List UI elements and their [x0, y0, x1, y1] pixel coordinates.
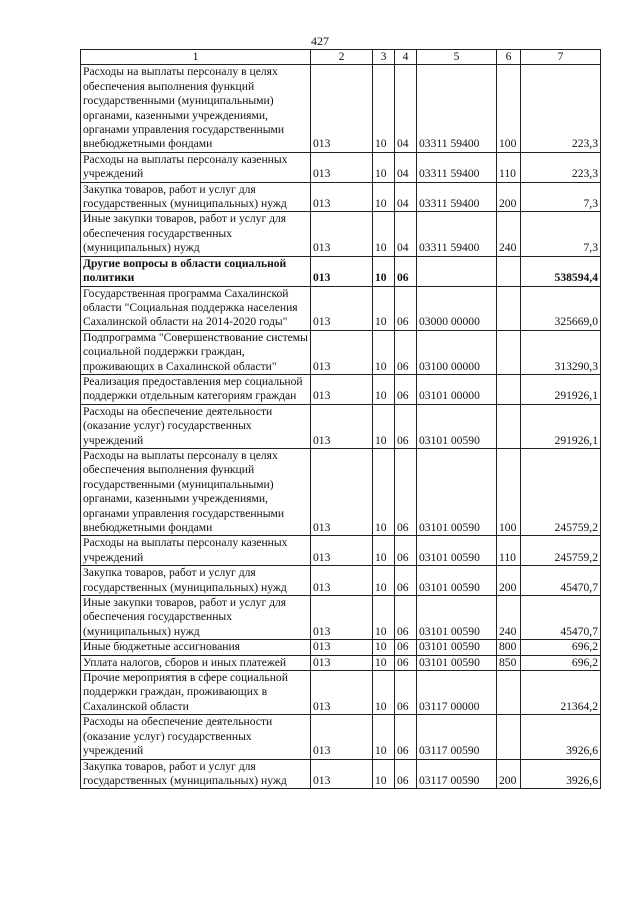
- row-subsection-code: 04: [395, 65, 417, 152]
- row-ministry-code: 013: [311, 596, 373, 640]
- row-amount: 696,2: [521, 655, 601, 670]
- row-target-article-code: 03100 00000: [417, 330, 497, 374]
- row-section-code: 10: [373, 536, 395, 566]
- row-target-article-code: 03101 00590: [417, 596, 497, 640]
- row-ministry-code: 013: [311, 715, 373, 759]
- row-name: Иные закупки товаров, работ и услуг для обеспечения государственных (муниципальных) нужд: [81, 212, 311, 256]
- row-amount: 538594,4: [521, 256, 601, 286]
- row-subsection-code: 06: [395, 655, 417, 670]
- row-expense-type-code: 240: [497, 596, 521, 640]
- row-expense-type-code: 850: [497, 655, 521, 670]
- header-col-3: 3: [373, 50, 395, 65]
- row-name: Реализация предоставления мер социальной поддержки отдельным категориям граждан: [81, 374, 311, 404]
- row-amount: 3926,6: [521, 715, 601, 759]
- row-target-article-code: 03117 00590: [417, 759, 497, 789]
- budget-table: [80, 49, 601, 789]
- row-subsection-code: 06: [395, 596, 417, 640]
- row-ministry-code: 013: [311, 566, 373, 596]
- row-expense-type-code: [497, 715, 521, 759]
- row-section-code: 10: [373, 330, 395, 374]
- row-expense-type-code: 200: [497, 182, 521, 212]
- header-col-6: 6: [497, 50, 521, 65]
- row-section-code: 10: [373, 596, 395, 640]
- table-row: [81, 566, 601, 596]
- row-name: Закупка товаров, работ и услуг для государственных (муниципальных) нужд: [81, 566, 311, 596]
- row-amount: 21364,2: [521, 671, 601, 715]
- row-amount: 245759,2: [521, 448, 601, 535]
- row-subsection-code: 06: [395, 671, 417, 715]
- row-section-code: 10: [373, 759, 395, 789]
- page-number: 427: [311, 34, 329, 48]
- row-name: Расходы на выплаты персоналу в целях обеспечения выполнения функций государственными (муниципальными) органами, казенными учреждениями, органами управления государственными внебюджетными фондами: [81, 448, 311, 535]
- row-amount: 313290,3: [521, 330, 601, 374]
- table-row: [81, 448, 601, 535]
- row-amount: 696,2: [521, 640, 601, 655]
- row-expense-type-code: 240: [497, 212, 521, 256]
- header-col-4: 4: [395, 50, 417, 65]
- row-section-code: 10: [373, 566, 395, 596]
- table-row: [81, 374, 601, 404]
- row-target-article-code: 03101 00590: [417, 566, 497, 596]
- row-target-article-code: 03117 00000: [417, 671, 497, 715]
- row-expense-type-code: [497, 256, 521, 286]
- row-target-article-code: 03311 59400: [417, 182, 497, 212]
- row-section-code: 10: [373, 152, 395, 182]
- row-name: Уплата налогов, сборов и иных платежей: [81, 655, 311, 670]
- row-section-code: 10: [373, 65, 395, 152]
- row-expense-type-code: [497, 330, 521, 374]
- row-amount: 291926,1: [521, 374, 601, 404]
- header-col-7: 7: [521, 50, 601, 65]
- row-subsection-code: 06: [395, 286, 417, 330]
- row-section-code: 10: [373, 640, 395, 655]
- row-section-code: 10: [373, 286, 395, 330]
- row-target-article-code: 03101 00590: [417, 536, 497, 566]
- row-name: Расходы на обеспечение деятельности (оказание услуг) государственных учреждений: [81, 404, 311, 448]
- row-ministry-code: 013: [311, 286, 373, 330]
- row-section-code: 10: [373, 212, 395, 256]
- row-subsection-code: 04: [395, 152, 417, 182]
- row-name: Расходы на обеспечение деятельности (оказание услуг) государственных учреждений: [81, 715, 311, 759]
- row-target-article-code: 03311 59400: [417, 152, 497, 182]
- row-subsection-code: 06: [395, 640, 417, 655]
- row-subsection-code: 06: [395, 566, 417, 596]
- row-expense-type-code: 200: [497, 566, 521, 596]
- row-ministry-code: 013: [311, 671, 373, 715]
- row-amount: 45470,7: [521, 566, 601, 596]
- row-subsection-code: 06: [395, 330, 417, 374]
- row-target-article-code: 03311 59400: [417, 212, 497, 256]
- table-row: [81, 655, 601, 670]
- row-ministry-code: 013: [311, 152, 373, 182]
- row-name: Расходы на выплаты персоналу казенных учреждений: [81, 536, 311, 566]
- header-col-5: 5: [417, 50, 497, 65]
- row-subsection-code: 06: [395, 715, 417, 759]
- row-expense-type-code: [497, 404, 521, 448]
- row-subsection-code: 06: [395, 374, 417, 404]
- row-section-code: 10: [373, 182, 395, 212]
- row-amount: 223,3: [521, 152, 601, 182]
- row-section-code: 10: [373, 671, 395, 715]
- table-row: [81, 671, 601, 715]
- table-row: [81, 212, 601, 256]
- row-target-article-code: 03311 59400: [417, 65, 497, 152]
- row-ministry-code: 013: [311, 536, 373, 566]
- row-amount: 7,3: [521, 182, 601, 212]
- row-name: Иные закупки товаров, работ и услуг для обеспечения государственных (муниципальных) нужд: [81, 596, 311, 640]
- table-row: [81, 256, 601, 286]
- row-target-article-code: 03101 00590: [417, 448, 497, 535]
- row-ministry-code: 013: [311, 640, 373, 655]
- header-row: [81, 50, 601, 65]
- table-row: [81, 536, 601, 566]
- row-target-article-code: 03000 00000: [417, 286, 497, 330]
- row-ministry-code: 013: [311, 655, 373, 670]
- row-target-article-code: 03101 00590: [417, 640, 497, 655]
- row-section-code: 10: [373, 256, 395, 286]
- header-col-2: 2: [311, 50, 373, 65]
- row-target-article-code: 03101 00000: [417, 374, 497, 404]
- row-name: Подпрограмма "Совершенствование системы социальной поддержки граждан, проживающих в Сахалинской области": [81, 330, 311, 374]
- row-expense-type-code: [497, 286, 521, 330]
- row-expense-type-code: [497, 374, 521, 404]
- row-section-code: 10: [373, 448, 395, 535]
- row-name: Закупка товаров, работ и услуг для государственных (муниципальных) нужд: [81, 759, 311, 789]
- row-expense-type-code: 110: [497, 536, 521, 566]
- table-row: [81, 715, 601, 759]
- row-amount: 245759,2: [521, 536, 601, 566]
- table-body: [81, 65, 601, 789]
- table-row: [81, 65, 601, 152]
- row-target-article-code: 03101 00590: [417, 655, 497, 670]
- row-subsection-code: 06: [395, 448, 417, 535]
- row-name: Расходы на выплаты персоналу казенных учреждений: [81, 152, 311, 182]
- row-ministry-code: 013: [311, 759, 373, 789]
- row-amount: 3926,6: [521, 759, 601, 789]
- row-name: Государственная программа Сахалинской области "Социальная поддержка населения Сахалинской области на 2014-2020 годы": [81, 286, 311, 330]
- row-expense-type-code: 110: [497, 152, 521, 182]
- table-row: [81, 152, 601, 182]
- row-amount: 45470,7: [521, 596, 601, 640]
- row-amount: 7,3: [521, 212, 601, 256]
- row-section-code: 10: [373, 374, 395, 404]
- row-expense-type-code: 100: [497, 65, 521, 152]
- row-section-code: 10: [373, 655, 395, 670]
- row-name: Прочие мероприятия в сфере социальной поддержки граждан, проживающих в Сахалинской области: [81, 671, 311, 715]
- row-section-code: 10: [373, 715, 395, 759]
- table-row: [81, 759, 601, 789]
- row-ministry-code: 013: [311, 182, 373, 212]
- row-amount: 223,3: [521, 65, 601, 152]
- row-expense-type-code: [497, 671, 521, 715]
- row-ministry-code: 013: [311, 65, 373, 152]
- row-amount: 291926,1: [521, 404, 601, 448]
- table-row: [81, 596, 601, 640]
- row-name: Расходы на выплаты персоналу в целях обеспечения выполнения функций государственными (муниципальными) органами, казенными учреждениями, органами управления государственными внебюджетными фондами: [81, 65, 311, 152]
- row-subsection-code: 04: [395, 182, 417, 212]
- table-row: [81, 404, 601, 448]
- row-subsection-code: 06: [395, 256, 417, 286]
- row-expense-type-code: 200: [497, 759, 521, 789]
- row-target-article-code: 03101 00590: [417, 404, 497, 448]
- row-ministry-code: 013: [311, 448, 373, 535]
- row-target-article-code: [417, 256, 497, 286]
- row-target-article-code: 03117 00590: [417, 715, 497, 759]
- table-row: [81, 286, 601, 330]
- table-row: [81, 182, 601, 212]
- row-subsection-code: 06: [395, 536, 417, 566]
- row-ministry-code: 013: [311, 330, 373, 374]
- row-expense-type-code: 800: [497, 640, 521, 655]
- row-subsection-code: 06: [395, 759, 417, 789]
- header-col-1: 1: [81, 50, 311, 65]
- table-row: [81, 640, 601, 655]
- row-subsection-code: 04: [395, 212, 417, 256]
- row-subsection-code: 06: [395, 404, 417, 448]
- row-ministry-code: 013: [311, 404, 373, 448]
- table-row: [81, 330, 601, 374]
- row-ministry-code: 013: [311, 256, 373, 286]
- row-ministry-code: 013: [311, 374, 373, 404]
- row-name: Иные бюджетные ассигнования: [81, 640, 311, 655]
- row-ministry-code: 013: [311, 212, 373, 256]
- row-name: Другие вопросы в области социальной политики: [81, 256, 311, 286]
- row-section-code: 10: [373, 404, 395, 448]
- row-expense-type-code: 100: [497, 448, 521, 535]
- row-amount: 325669,0: [521, 286, 601, 330]
- row-name: Закупка товаров, работ и услуг для государственных (муниципальных) нужд: [81, 182, 311, 212]
